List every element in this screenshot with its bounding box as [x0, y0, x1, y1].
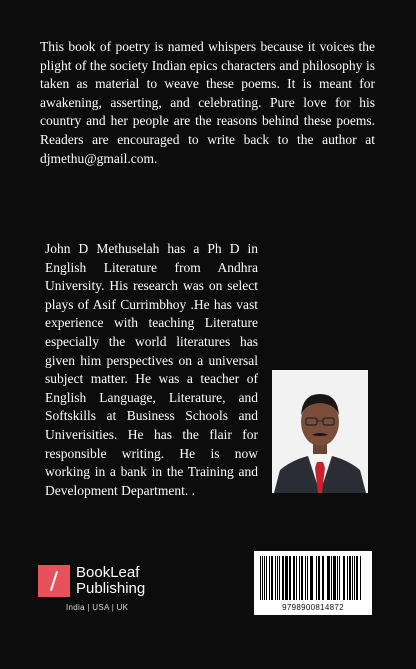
barcode-bar [310, 556, 313, 600]
barcode-bar [264, 556, 265, 600]
barcode-bar [307, 556, 308, 600]
barcode-bar [293, 556, 295, 600]
barcode-bar [305, 556, 306, 600]
barcode-bar [349, 556, 351, 600]
isbn-barcode [254, 551, 372, 615]
barcode-number: 9798900814872 [282, 603, 344, 612]
barcode-bar [299, 556, 300, 600]
barcode-bar [282, 556, 284, 600]
barcode-bar [269, 556, 270, 600]
barcode-bar [266, 556, 267, 600]
barcode-bar [262, 556, 263, 600]
barcode-bar [316, 556, 317, 600]
barcode-bar [296, 556, 297, 600]
barcode-bar [331, 556, 332, 600]
barcode-bar [277, 556, 278, 600]
author-bio: John D Methuselah has a Ph D in English Literature from Andhra University. His research was on select plays of Asif Currimbhoy .He has vast experience with teaching Literature especially the world literatures has given him perspectives on a universal subject matter. He was a teacher of English Language, Literature, and Softskills at Business Schools and Univerisities. He has the flair for responsible writing. He is now working in a bank in the Training and Development Department. . [45, 241, 258, 498]
barcode-bar [301, 556, 303, 600]
barcode-bar [289, 556, 291, 600]
publisher-name-line1: BookLeaf [76, 564, 140, 581]
barcode-bar [275, 556, 276, 600]
barcode-bar [327, 556, 330, 600]
barcode-bar [279, 556, 280, 600]
barcode-bar [352, 556, 353, 600]
barcode-bar [339, 556, 340, 600]
publisher-regions: India | USA | UK [66, 603, 129, 612]
barcode-bar [354, 556, 355, 600]
barcode-bar [347, 556, 348, 600]
barcode-bar [285, 556, 288, 600]
barcode-bar [318, 556, 320, 600]
barcode-bar [343, 556, 345, 600]
barcode-bar [322, 556, 324, 600]
barcode-bar [260, 556, 261, 600]
publisher-logo-icon [38, 565, 70, 597]
publisher-name-line2: Publishing [76, 580, 146, 597]
publisher-logo [38, 564, 145, 598]
book-blurb: This book of poetry is named whispers because it voices the plight of the society Indian epics characters and philosophy is taken as material to weave these poems. It is meant for awakening, asserting, and celebrating. Pure love for his country and her people are the reasons behind these poems. Readers are encouraged to write back to the author at djmethu@gmail.com. [40, 39, 375, 166]
barcode-bar [360, 556, 361, 600]
barcode-bars [260, 556, 366, 600]
barcode-bar [337, 556, 338, 600]
barcode-bar [333, 556, 336, 600]
author-photo [272, 370, 368, 493]
barcode-bar [356, 556, 358, 600]
barcode-bar [271, 556, 273, 600]
